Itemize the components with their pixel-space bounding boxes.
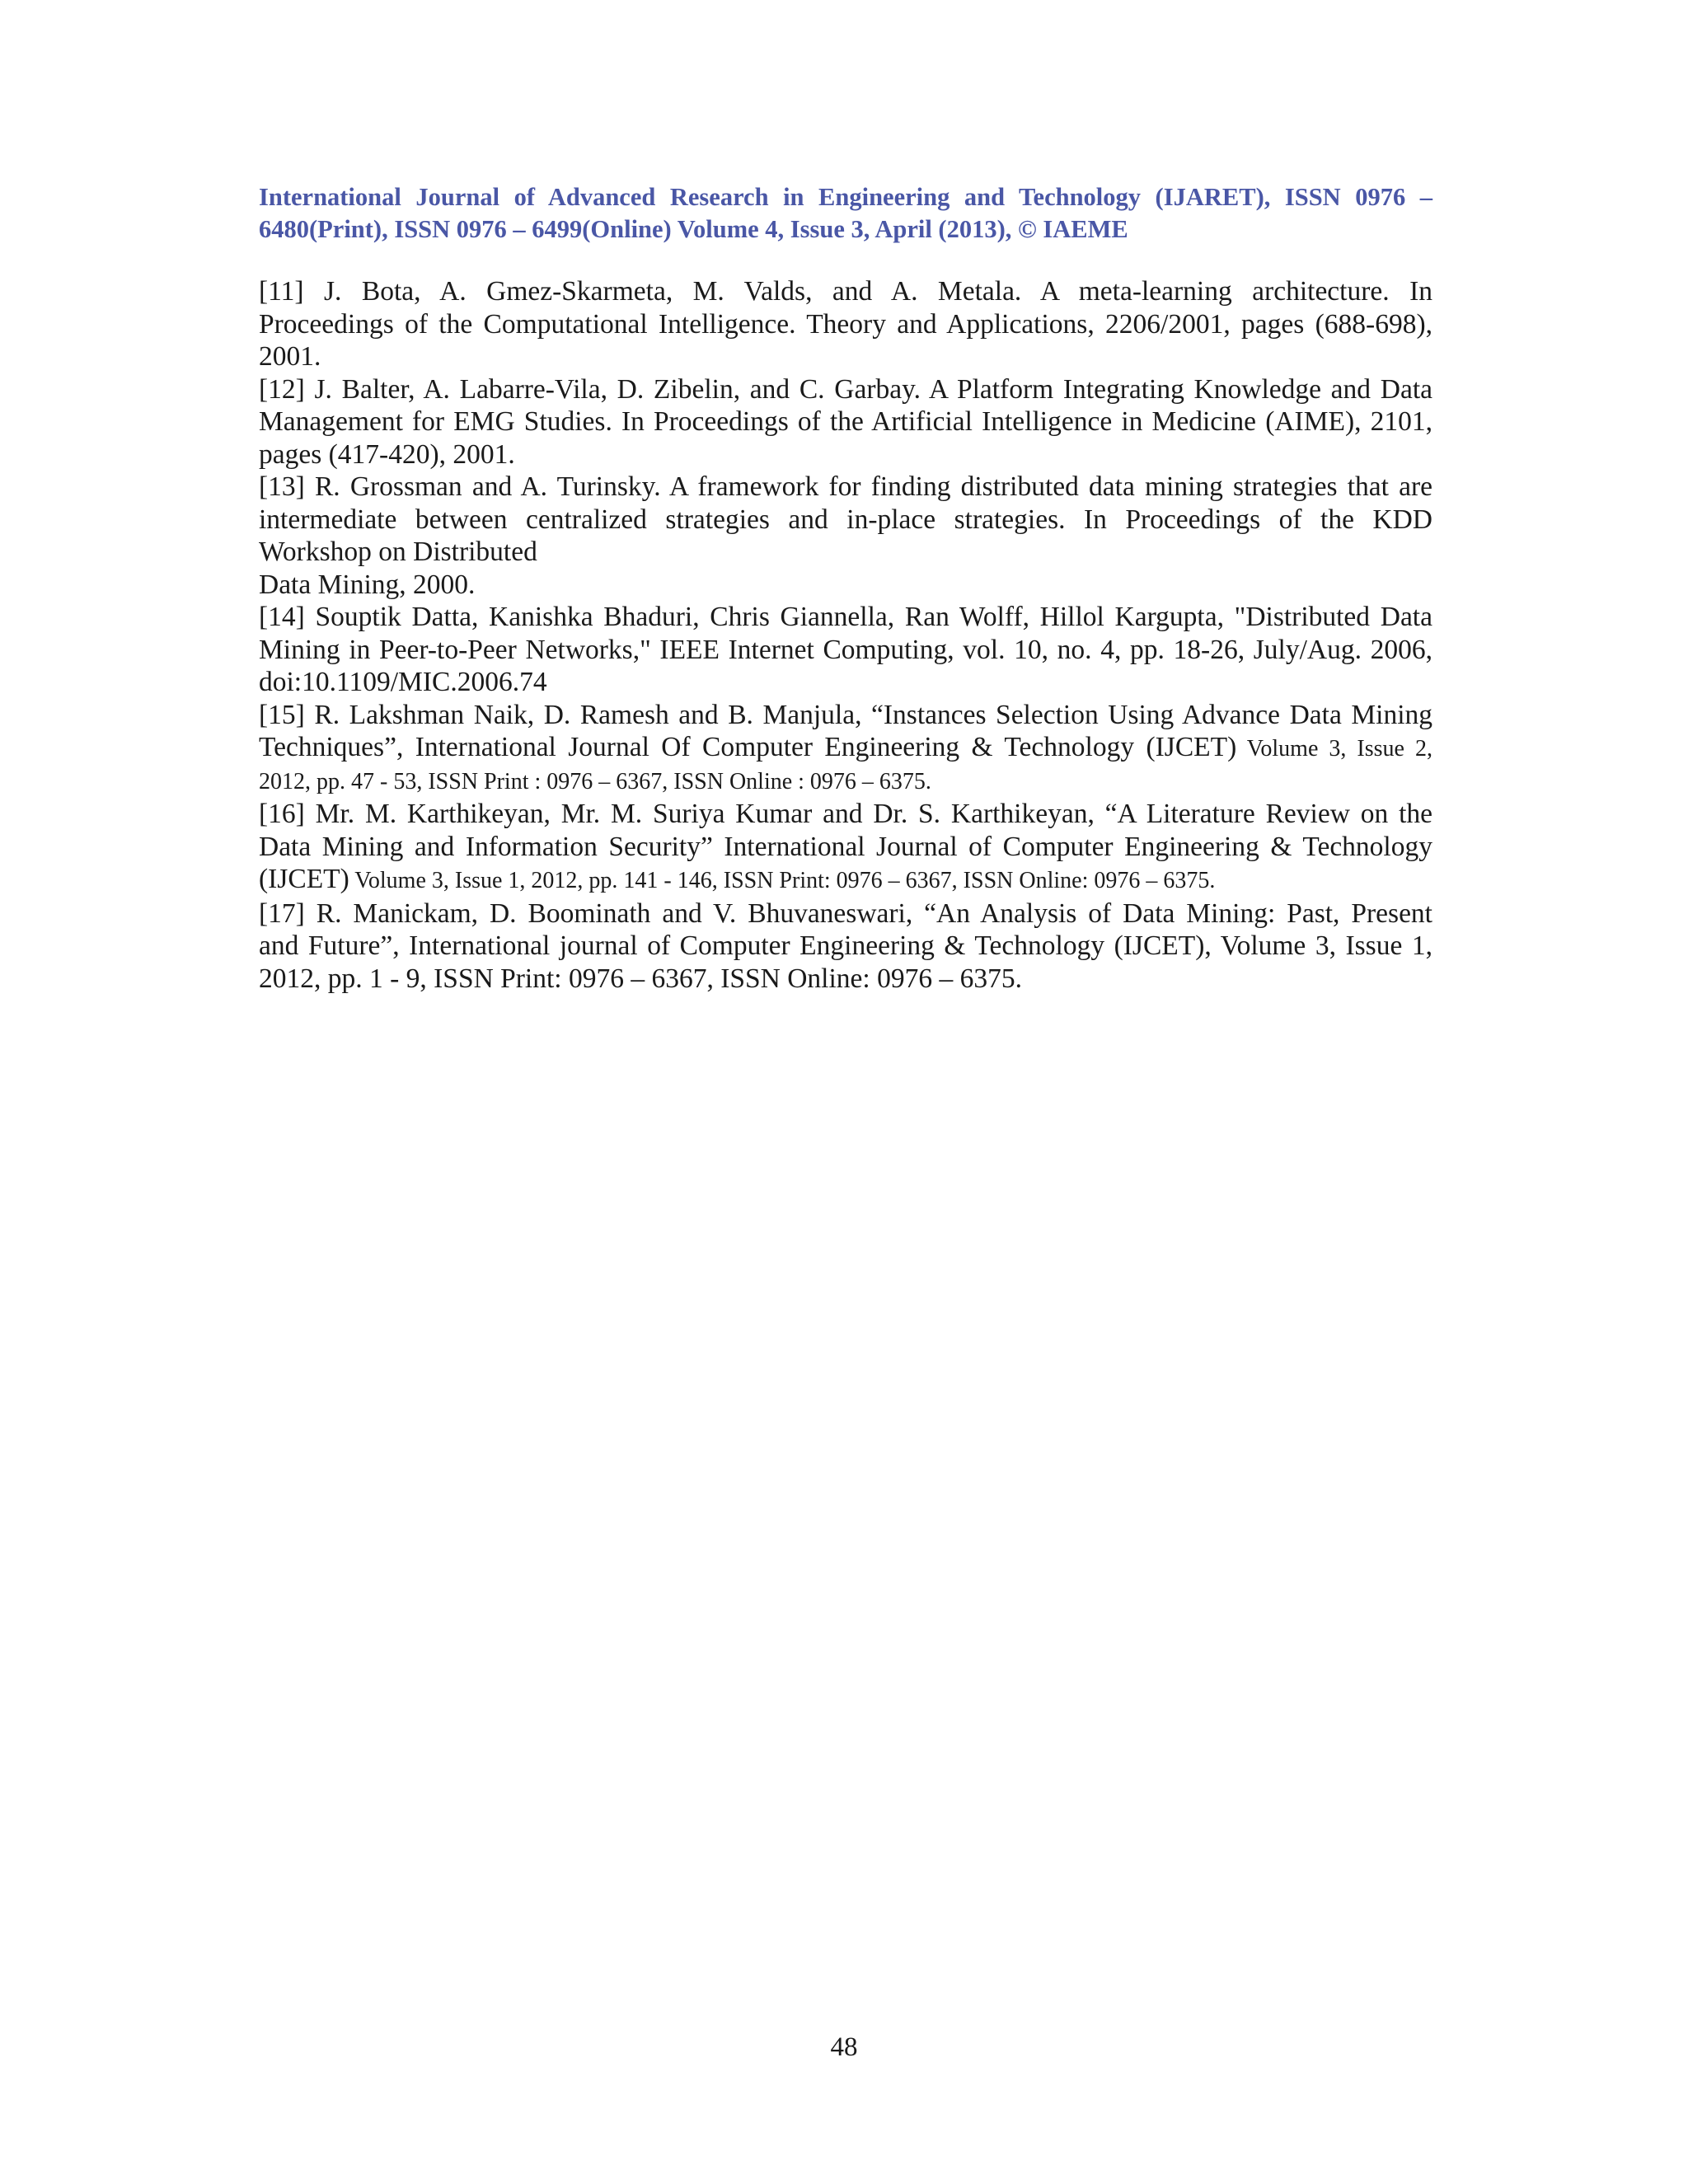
reference-17: [259, 898, 1432, 996]
reference-text: Techniques”, International Journal Of Computer Engineering & Technology (IJCET): [259, 732, 1237, 762]
reference-11: [259, 275, 1432, 373]
journal-header-line-2: 6480(Print), ISSN 0976 – 6499(Online) Volume 4, Issue 3, April (2013), © IAEME: [259, 215, 1128, 243]
journal-header-line-1: International Journal of Advanced Research in Engineering and Technology (IJARET), ISSN 0976 –: [259, 183, 1432, 211]
reference-line: 2012, pp. 1 - 9, ISSN Print: 0976 – 6367, ISSN Online: 0976 – 6375.: [259, 963, 1022, 994]
reference-15: [259, 699, 1432, 799]
reference-text-small: Volume 3, Issue 2,: [1236, 736, 1432, 762]
reference-line: doi:10.1109/MIC.2006.74: [259, 667, 547, 697]
reference-line: [14] Souptik Datta, Kanishka Bhaduri, Chris Giannella, Ran Wolff, Hillol Kargupta, "Distributed Data: [259, 602, 1432, 632]
reference-16: [259, 798, 1432, 898]
reference-line: intermediate between centralized strategies and in-place strategies. In Proceedings of the KDD: [259, 504, 1432, 535]
reference-list: [259, 275, 1432, 995]
reference-line: pages (417-420), 2001.: [259, 438, 515, 470]
reference-line-small: 2012, pp. 47 - 53, ISSN Print : 0976 – 6367, ISSN Online : 0976 – 6375.: [259, 768, 931, 794]
reference-line-mixed: [259, 731, 1432, 766]
reference-14: [259, 601, 1432, 699]
reference-line: [16] Mr. M. Karthikeyan, Mr. M. Suriya Kumar and Dr. S. Karthikeyan, “A Literature Review on the: [259, 799, 1432, 829]
reference-line: [15] R. Lakshman Naik, D. Ramesh and B. Manjula, “Instances Selection Using Advance Data Mining: [259, 699, 1432, 730]
reference-line: [17] R. Manickam, D. Boominath and V. Bhuvaneswari, “An Analysis of Data Mining: Past, Present: [259, 898, 1432, 929]
reference-line: Mining in Peer-to-Peer Networks," IEEE Internet Computing, vol. 10, no. 4, pp. 18-26, July/Aug. 2006,: [259, 634, 1432, 665]
reference-line: Data Mining, 2000.: [259, 569, 476, 600]
reference-line: Proceedings of the Computational Intelligence. Theory and Applications, 2206/2001, pages (688-698),: [259, 308, 1432, 340]
reference-line: Data Mining and Information Security” International Journal of Computer Engineering & Technology: [259, 831, 1432, 862]
reference-line: [12] J. Balter, A. Labarre-Vila, D. Zibelin, and C. Garbay. A Platform Integrating Knowledge and Data: [259, 373, 1432, 405]
reference-line: [11] J. Bota, A. Gmez-Skarmeta, M. Valds, and A. Metala. A meta-learning architecture. In: [259, 276, 1432, 307]
reference-line: 2001.: [259, 341, 321, 372]
reference-12: [259, 373, 1432, 471]
reference-13: [259, 471, 1432, 601]
reference-line: [13] R. Grossman and A. Turinsky. A framework for finding distributed data mining strategies that are: [259, 471, 1432, 502]
reference-line: Management for EMG Studies. In Proceedings of the Artificial Intelligence in Medicine (AIME), 2101,: [259, 406, 1432, 437]
journal-header: [259, 181, 1432, 246]
reference-text: (IJCET): [259, 864, 349, 894]
page-number: 48: [830, 2032, 858, 2062]
reference-line-mixed: [259, 863, 1432, 898]
reference-line: Workshop on Distributed: [259, 537, 537, 567]
reference-text-small: Volume 3, Issue 1, 2012, pp. 141 - 146, ISSN Print: 0976 – 6367, ISSN Online: 0976 – 6375.: [349, 868, 1216, 893]
reference-line: and Future”, International journal of Computer Engineering & Technology (IJCET), Volume 3, Issue 1,: [259, 930, 1432, 961]
